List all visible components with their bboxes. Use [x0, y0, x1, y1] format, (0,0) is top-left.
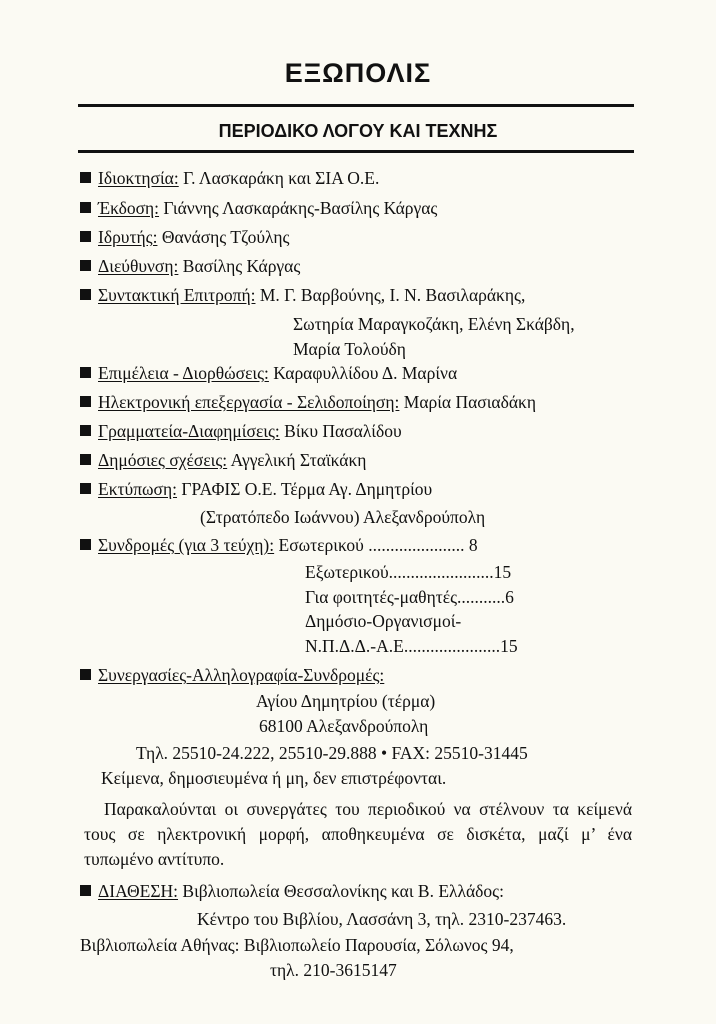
- address-street: Αγίου Δημητρίου (τέρμα): [256, 691, 436, 711]
- square-bullet-icon: [80, 669, 91, 680]
- credit-value: Γιάννης Λασκαράκης-Βασίλης Κάργας: [163, 198, 438, 218]
- correspondence: [80, 664, 384, 686]
- magazine-subtitle: ΠΕΡΙΟΔΙΚΟ ΛΟΓΟΥ ΚΑΙ ΤΕΧΝΗΣ: [218, 121, 498, 141]
- correspondence-label: Συνεργασίες-Αλληλογραφία-Συνδρομές:: [98, 665, 385, 685]
- credit-value: Γ. Λασκαράκη και ΣΙΑ Ο.Ε.: [183, 168, 380, 188]
- subscription-public: Δημόσιο-Οργανισμοί-: [305, 611, 462, 631]
- credit-founder: [80, 226, 289, 248]
- square-bullet-icon: [80, 260, 91, 271]
- subscription-organizations: Ν.Π.Δ.Δ.-Α.Ε......................15: [305, 636, 518, 656]
- square-bullet-icon: [80, 425, 91, 436]
- contributors-paragraph: Παρακαλούνται οι συνεργάτες του περιοδικού να στέλνουν τα κείμενά τους σε ηλεκτρονική μορφή, αποθηκευμένα σε δισκέτα, μαζί μ’ ένα τυπωμένο αντίτυπο.: [84, 799, 632, 869]
- distribution: [80, 880, 504, 902]
- credit-value: Θανάσης Τζούλης: [161, 227, 290, 247]
- square-bullet-icon: [80, 231, 91, 242]
- credit-proofreading: [80, 362, 457, 384]
- phone-numbers: Τηλ. 25510-24.222, 25510-29.888 • FAX: 25510-31445: [136, 743, 528, 763]
- credit-label: Γραμματεία-Διαφημίσεις:: [98, 421, 280, 441]
- credit-continuation: Μαρία Τολούδη: [293, 339, 406, 359]
- credit-editorial-committee: [80, 284, 525, 306]
- credit-label: Έκδοση:: [98, 198, 160, 218]
- top-rule: [78, 104, 634, 107]
- distribution-athens: Βιβλιοπωλεία Αθήνας: Βιβλιοπωλείο Παρουσία, Σόλωνος 94,: [80, 935, 514, 955]
- credit-value: Βασίλης Κάργας: [182, 256, 301, 276]
- square-bullet-icon: [80, 454, 91, 465]
- credit-publishing: [80, 197, 437, 219]
- distribution-value: Βιβλιοπωλεία Θεσσαλονίκης και Β. Ελλάδος:: [182, 881, 504, 901]
- subscriptions-label: Συνδρομές (για 3 τεύχη):: [98, 535, 275, 555]
- credit-value: Βίκυ Πασαλίδου: [284, 421, 402, 441]
- square-bullet-icon: [80, 202, 91, 213]
- bottom-rule: [78, 150, 634, 153]
- square-bullet-icon: [80, 483, 91, 494]
- distribution-label: ΔΙΑΘΕΣΗ:: [98, 881, 179, 901]
- credit-value: Μαρία Πασιαδάκη: [403, 392, 536, 412]
- credit-secretariat: [80, 420, 402, 442]
- address-city: 68100 Αλεξανδρούπολη: [259, 716, 429, 736]
- subscription-domestic: Εσωτερικού ...................... 8: [278, 535, 478, 555]
- subscriptions: [80, 534, 478, 556]
- credit-director: [80, 255, 300, 277]
- credit-label: Διεύθυνση:: [98, 256, 179, 276]
- distribution-thessaloniki: Κέντρο του Βιβλίου, Λασσάνη 3, τηλ. 2310-237463.: [197, 909, 567, 929]
- square-bullet-icon: [80, 885, 91, 896]
- credit-continuation: (Στρατόπεδο Ιωάννου) Αλεξανδρούπολη: [200, 507, 486, 527]
- square-bullet-icon: [80, 396, 91, 407]
- credit-typesetting: [80, 391, 536, 413]
- credit-label: Ιδιοκτησία:: [98, 168, 179, 188]
- subscription-students: Για φοιτητές-μαθητές...........6: [305, 587, 514, 607]
- credit-ownership: [80, 167, 379, 189]
- credit-label: Εκτύπωση:: [98, 479, 178, 499]
- credit-label: Δημόσιες σχέσεις:: [98, 450, 228, 470]
- square-bullet-icon: [80, 539, 91, 550]
- credit-value: Καραφυλλίδου Δ. Μαρίνα: [273, 363, 458, 383]
- square-bullet-icon: [80, 172, 91, 183]
- credit-continuation: Σωτηρία Μαραγκοζάκη, Ελένη Σκάβδη,: [293, 314, 575, 334]
- credit-public-relations: [80, 449, 366, 471]
- credit-label: Ιδρυτής:: [98, 227, 158, 247]
- square-bullet-icon: [80, 289, 91, 300]
- credit-printing: [80, 478, 432, 500]
- square-bullet-icon: [80, 367, 91, 378]
- credit-label: Ηλεκτρονική επεξεργασία - Σελιδοποίηση:: [98, 392, 400, 412]
- subscription-abroad: Εξωτερικού........................15: [305, 562, 512, 582]
- distribution-athens-phone: τηλ. 210-3615147: [270, 960, 397, 980]
- credit-label: Συντακτική Επιτροπή:: [98, 285, 256, 305]
- credit-value: Αγγελική Σταϊκάκη: [230, 450, 367, 470]
- submission-note: Κείμενα, δημοσιευμένα ή μη, δεν επιστρέφονται.: [101, 768, 447, 788]
- credit-value: ΓΡΑΦΙΣ Ο.Ε. Τέρμα Αγ. Δημητρίου: [181, 479, 433, 499]
- credit-label: Επιμέλεια - Διορθώσεις:: [98, 363, 269, 383]
- credit-value: Μ. Γ. Βαρβούνης, Ι. Ν. Βασιλαράκης,: [259, 285, 526, 305]
- magazine-title: ΕΞΩΠΟΛΙΣ: [284, 58, 432, 88]
